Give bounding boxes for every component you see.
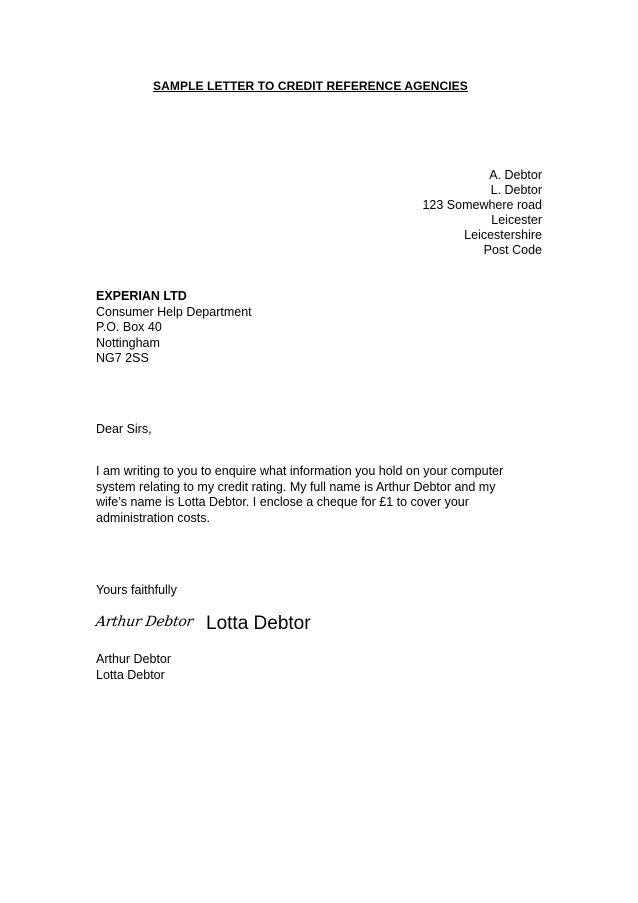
salutation: Dear Sirs, xyxy=(96,422,152,436)
signatory-name: Lotta Debtor xyxy=(96,667,165,682)
sender-line: 123 Somewhere road xyxy=(422,198,542,212)
sender-line: L. Debtor xyxy=(490,183,542,197)
signatory-name: Arthur Debtor xyxy=(96,652,172,666)
sender-line: Leicester xyxy=(491,213,542,227)
recipient-line: P.O. Box 40 xyxy=(96,320,162,334)
body-line: administration costs. xyxy=(96,510,210,525)
body-line: system relating to my credit rating. My full name is Arthur Debtor and my xyxy=(96,479,496,494)
body-line: I am writing to you to enquire what information you hold on your computer xyxy=(96,464,504,478)
sender-address xyxy=(422,168,542,258)
letter-title: SAMPLE LETTER TO CREDIT REFERENCE AGENCIES xyxy=(153,79,468,93)
sender-line: A. Debtor xyxy=(489,168,542,182)
closing: Yours faithfully xyxy=(96,583,177,597)
signatory-names xyxy=(96,652,171,683)
handwritten-signature: Arthur Debtor xyxy=(94,614,195,630)
recipient-line: Consumer Help Department xyxy=(96,304,252,319)
recipient-line: NG7 2SS xyxy=(96,351,149,365)
sender-line: Post Code xyxy=(483,243,542,257)
recipient-line: Nottingham xyxy=(96,335,160,350)
recipient-company: EXPERIAN LTD xyxy=(96,289,187,303)
sender-line: Leicestershire xyxy=(464,228,542,242)
recipient-address xyxy=(96,289,252,367)
typed-signature: Lotta Debtor xyxy=(206,613,311,634)
body-line: wife’s name is Lotta Debtor. I enclose a cheque for £1 to cover your xyxy=(96,495,469,509)
letter-body xyxy=(96,464,536,526)
